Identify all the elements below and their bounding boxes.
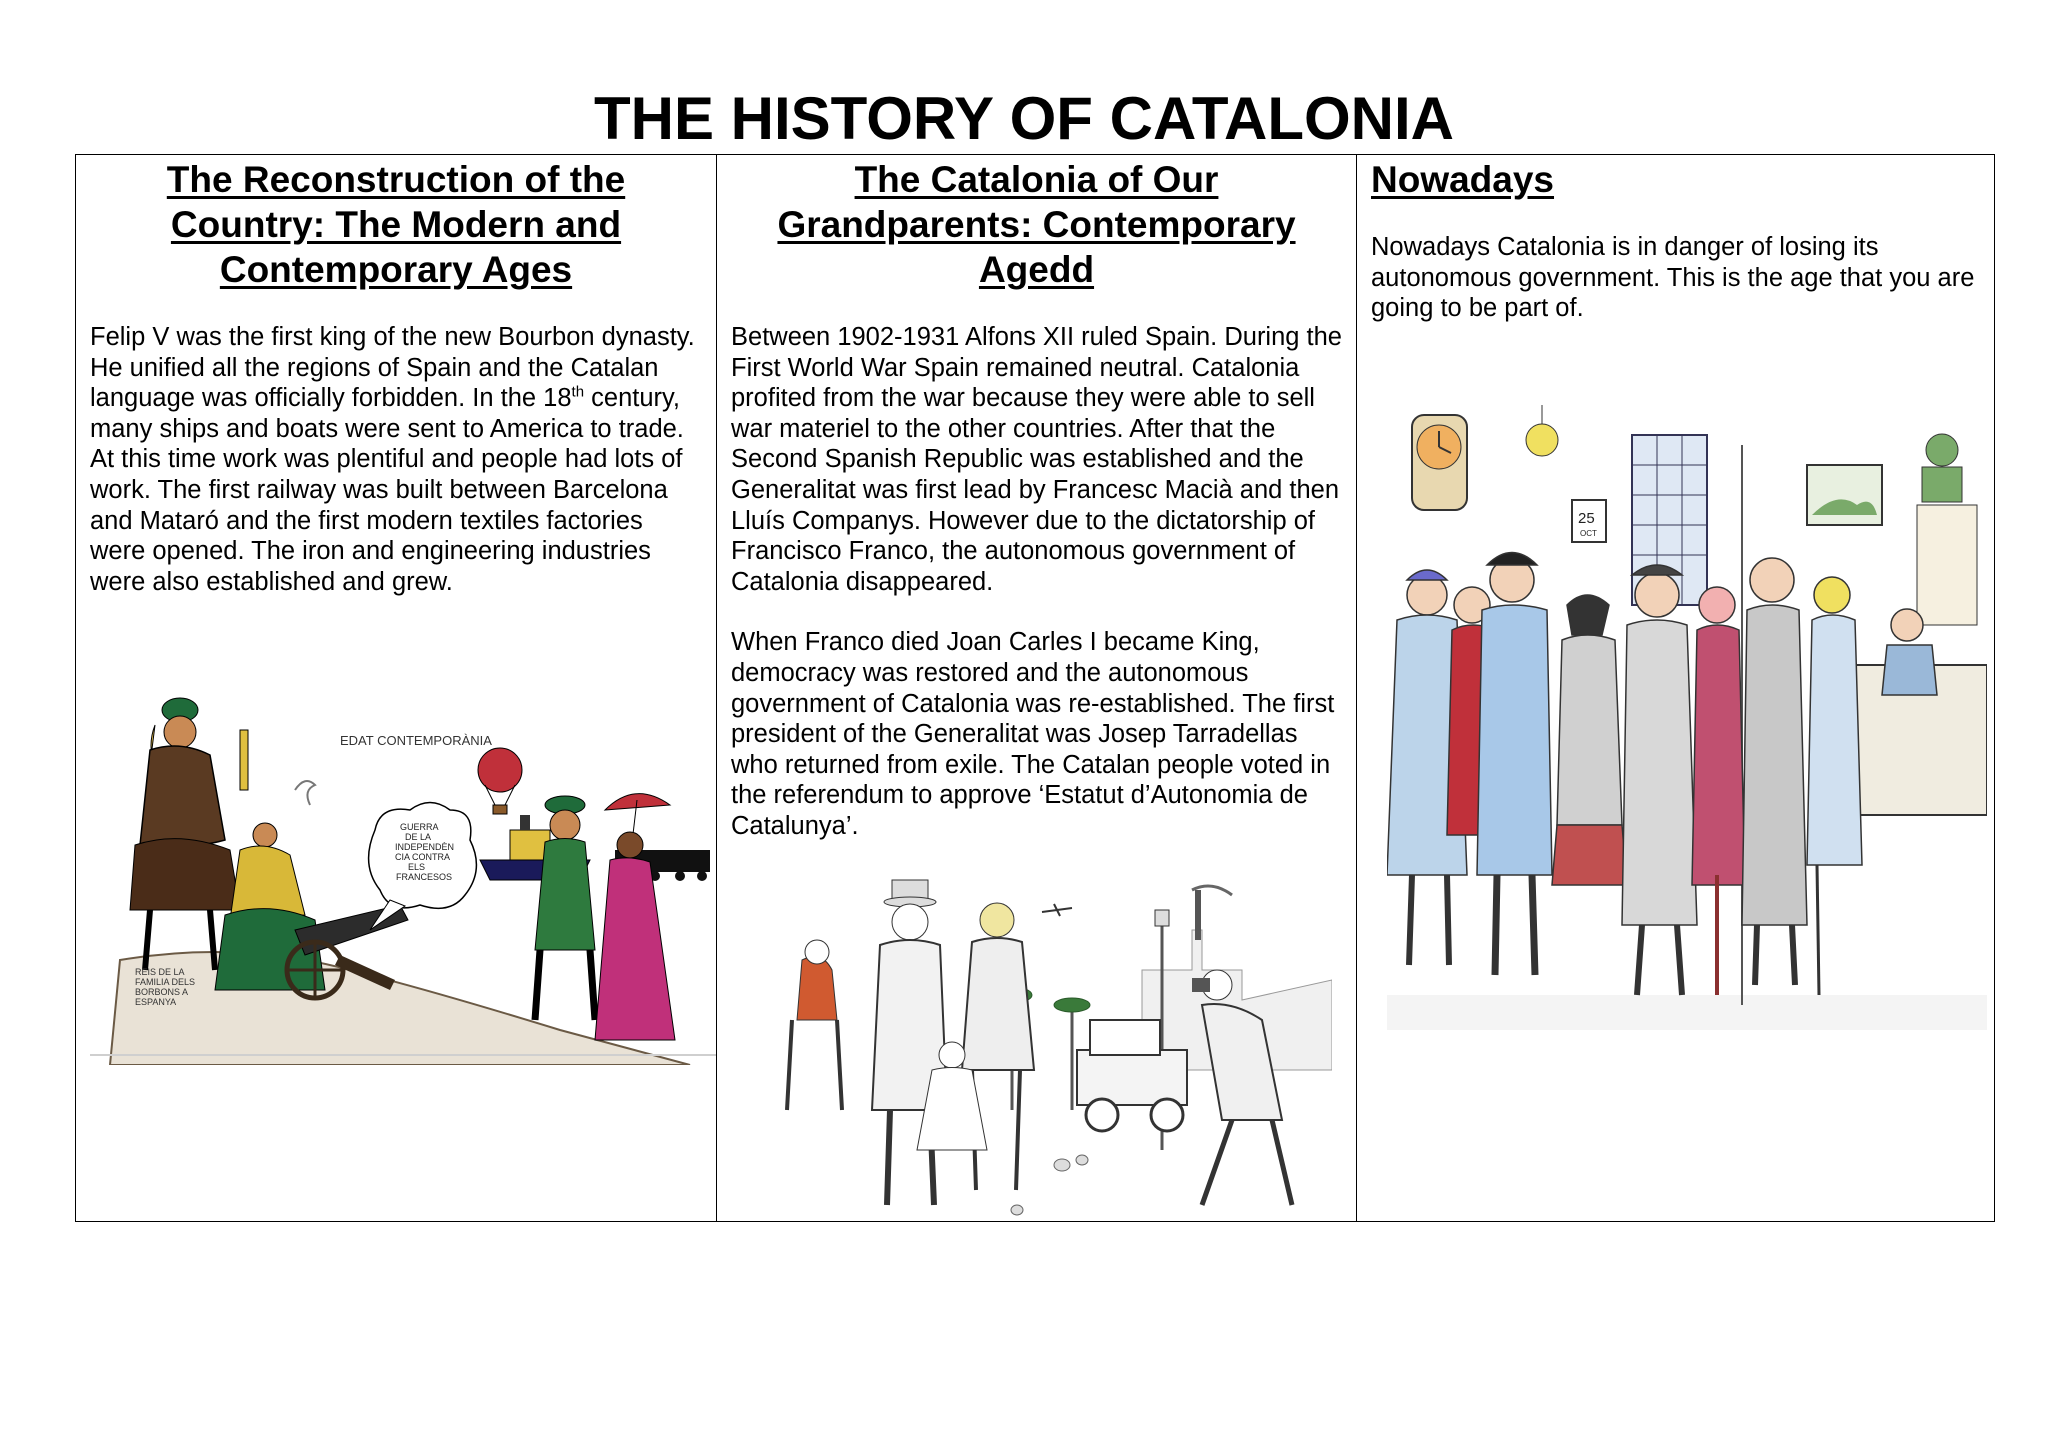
bubble-line: CIA CONTRA [395,852,451,862]
column-heading-grandparents: The Catalonia of Our Grandparents: Contemporary Agedd [777,159,1296,290]
speech-bubble [369,803,477,931]
father-figure [872,880,947,1205]
corner-line: REIS DE LA [135,967,185,977]
text-part: Felip V was the first king of the new Bourbon dynasty. He unified all the regions of Spain and the Catalan language was officially forbidden. In the 18 [90,323,695,413]
bubble-line: FRANCESOS [396,872,453,882]
ordinal-suffix: th [571,383,585,401]
ceiling-lamp [1526,405,1558,456]
bubble-line: ELS [408,862,426,872]
bubble-line: INDEPENDÈN [395,842,455,852]
corner-line: ESPANYA [135,997,177,1007]
column-nowadays [1356,155,1996,1221]
corner-line: BORBONS A [135,987,189,997]
column-text-modern-ages [90,322,702,597]
column-text-nowadays: Nowadays Catalonia is in danger of losing its autonomous government. This is the age that you are going to be part of. [1371,233,1975,323]
bubble-line: DE LA [405,832,432,842]
grandparents-illustration [772,870,1332,1220]
illustration-label-top: EDAT CONTEMPORÀNIA [340,733,492,748]
calendar-day: 25 [1578,510,1595,527]
bubble-line: GUERRA [400,822,439,832]
column-grandparents [716,155,1356,1221]
wall-clock [1412,415,1467,510]
column-modern-ages [76,155,716,1221]
wall-calendar [1572,500,1606,542]
lady-figure [595,794,675,1040]
crowd-of-people [1387,553,1937,996]
boy-figure [787,940,842,1110]
text-part: century, many ships and boats were sent to America to trade. At this time work was plentiful and people had lots of work. The first railway was built between Barcelona and Mataró and the first modern textiles factories were opened. The iron and engineering industries were also established and grew. [90,384,684,596]
column-heading-modern-ages: The Reconstruction of the Country: The Modern and Contemporary Ages [166,159,626,290]
calendar-month: OCT [1580,529,1597,538]
page-title: THE HISTORY OF CATALONIA [593,85,1454,152]
hot-air-balloon [478,748,522,814]
history-table [75,154,1995,1222]
corner-line: FAMILIA DELS [135,977,196,987]
contemporary-age-illustration [90,670,716,1065]
column-text-grandparents-1: Between 1902-1931 Alfons XII ruled Spain. During the First World War Spain remained neutral. Catalonia profited from the war because they were able to sell war materiel to the other countries. After that the Second Spanish Republic was established and the Generalitat was first lead by Francesc Macià and then Lluís Companys. However due to the dictatorship of Francisco Franco, the autonomous government of Catalonia disappeared. [731,323,1342,596]
column-text-grandparents-2: When Franco died Joan Carles I became King, democracy was restored and the autonomous government of Catalonia was re-established. The first president of the Generalitat was Josep Tarradellas who returned from exile. The Catalan people voted in the referendum to approve ‘Estatut d’Autonomia de Catalunya’. [731,628,1335,840]
column-heading-nowadays: Nowadays [1371,159,1555,200]
nowadays-illustration [1387,405,1987,1030]
